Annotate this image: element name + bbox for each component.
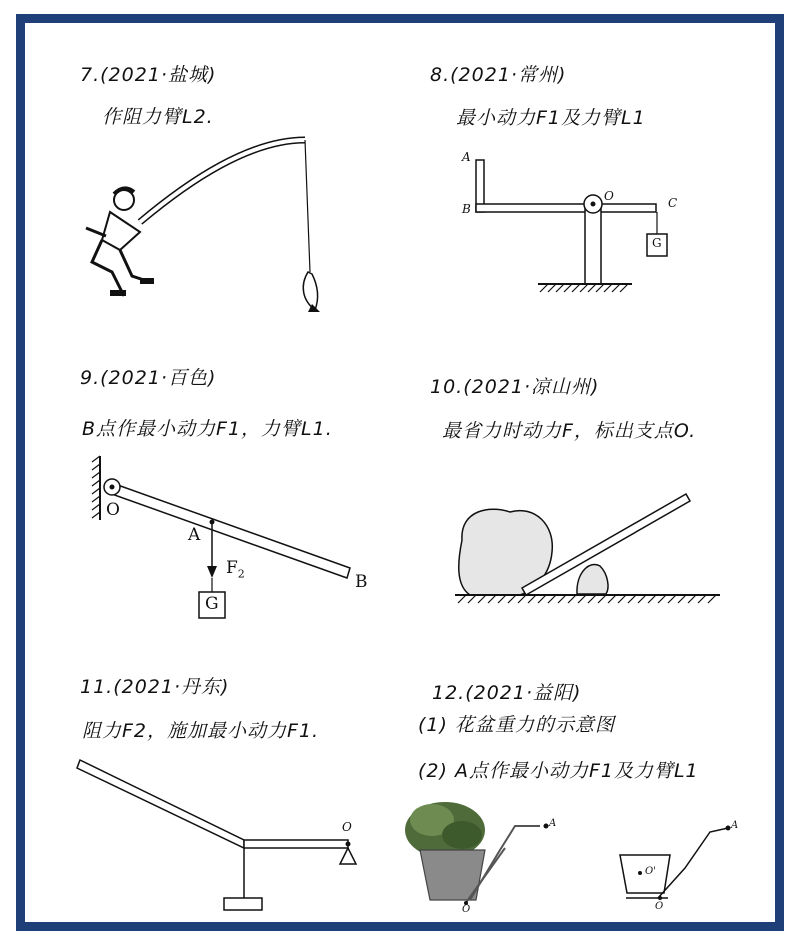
label-O-8: O xyxy=(604,189,614,203)
problem-12-task-2: (2) A点作最小动力F1及力臂L1 xyxy=(418,760,699,782)
problem-12-number: 12. xyxy=(432,682,466,704)
problem-12-task-1: (1) 花盆重力的示意图 xyxy=(418,714,615,736)
label-G-8: G xyxy=(652,236,662,250)
label-A-8: A xyxy=(462,150,471,164)
problem-8-number: 8. xyxy=(430,64,451,86)
label-O-9: O xyxy=(106,500,120,520)
problem-8-source: (2021·常州) xyxy=(450,64,567,86)
label-B-8: B xyxy=(462,202,471,216)
problem-12-source: (2021·益阳) xyxy=(465,682,582,704)
problem-9-source: (2021·百色) xyxy=(100,367,217,389)
problem-8-task: 最小动力F1及力臂L1 xyxy=(456,107,646,129)
problem-9-task: B点作最小动力F1，力臂L1. xyxy=(82,418,333,440)
problem-10-number: 10. xyxy=(430,376,464,398)
problem-11-number: 11. xyxy=(80,676,114,698)
problem-10-task: 最省力时动力F，标出支点O. xyxy=(442,420,697,442)
problem-7-source: (2021·盐城) xyxy=(100,64,217,86)
label-B-9: B xyxy=(355,572,368,592)
label-Oprime-12: O' xyxy=(645,866,656,877)
problem-11-task: 阻力F2，施加最小动力F1. xyxy=(82,720,320,742)
label-A-12-right: A xyxy=(731,820,739,831)
problem-10-source: (2021·凉山州) xyxy=(463,376,600,398)
problem-7-task: 作阻力臂L2. xyxy=(102,106,214,128)
label-O-11: O xyxy=(342,820,352,834)
problem-9-number: 9. xyxy=(80,367,101,389)
label-O-12-right: O xyxy=(655,901,664,912)
label-G-9: G xyxy=(205,594,219,614)
label-F2-9: $F_2$ xyxy=(226,558,245,581)
label-C-8: C xyxy=(668,196,678,210)
problem-11-source: (2021·丹东) xyxy=(113,676,230,698)
label-O-12-left: O xyxy=(462,904,471,915)
label-A-9: A xyxy=(188,525,201,545)
label-A-12-left: A xyxy=(549,818,557,829)
problem-7-number: 7. xyxy=(80,64,101,86)
